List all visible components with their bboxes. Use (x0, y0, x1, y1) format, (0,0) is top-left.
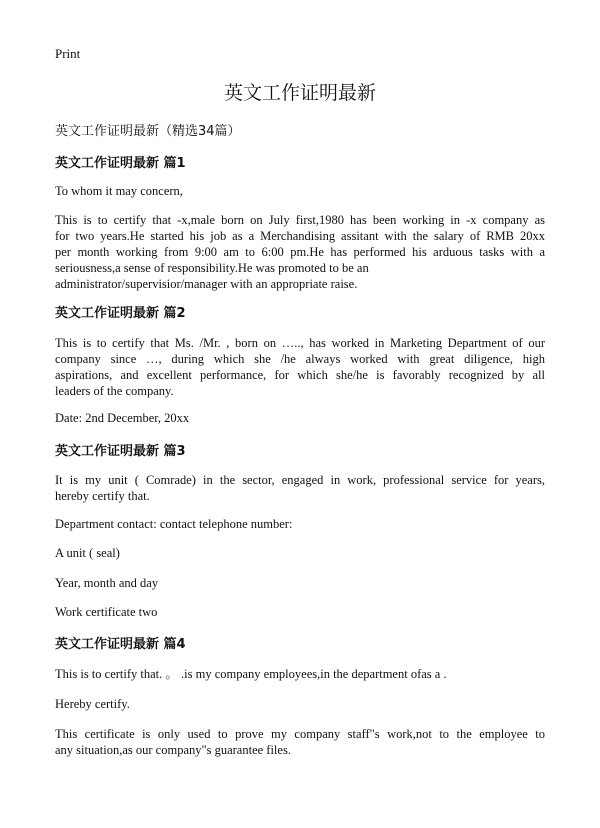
paragraph-line: company since …, during which she /he always worked with great diligence, high (55, 352, 545, 366)
paragraph-line: This certificate is only used to prove my company staff"s work,not to the employee to (55, 727, 545, 741)
paragraph-line: hereby certify that. (55, 489, 150, 503)
section-4-paragraph-1 (55, 666, 545, 682)
paragraph-line: Department contact: contact telephone number: (55, 517, 293, 531)
paragraph-line: leaders of the company. (55, 384, 174, 398)
section-heading-1: 英文工作证明最新 篇1 (55, 156, 186, 171)
section-2-paragraph-1 (55, 335, 545, 399)
paragraph-line: This is to certify that -x,male born on July first,1980 has been working in -x company as (55, 213, 545, 227)
section-4-paragraph-3 (55, 726, 545, 758)
paragraph-line: This is to certify that Ms. /Mr. , born on ….., has worked in Marketing Department of our (55, 336, 545, 350)
paragraph-line: for two years.He started his job as a Merchandising assitant with the salary of RMB 20xx (55, 229, 545, 243)
page-subtitle: 英文工作证明最新（精选34篇） (55, 124, 241, 139)
page-title: 英文工作证明最新 (223, 82, 376, 104)
section-heading-3: 英文工作证明最新 篇3 (55, 444, 186, 459)
paragraph-line: To whom it may concern, (55, 184, 183, 198)
paragraph-line: aspirations, and excellent performance, for which she/he is favorably recognized by all (55, 368, 545, 382)
section-heading-2: 英文工作证明最新 篇2 (55, 306, 186, 321)
paragraph-line: A unit ( seal) (55, 546, 120, 560)
section-1-paragraph-2 (55, 212, 545, 292)
paragraph-line: any situation,as our company"s guarantee files. (55, 743, 291, 757)
paragraph-line: per month working from 9:00 am to 6:00 pm.He has performed his arduous tasks with a (55, 245, 545, 259)
paragraph-line: seriousness,a sense of responsibility.He was promoted to be an (55, 261, 369, 275)
section-heading-4: 英文工作证明最新 篇4 (55, 637, 186, 652)
paragraph-line: It is my unit ( Comrade) in the sector, engaged in work, professional service for years, (55, 473, 545, 487)
section-3-paragraph-2 (55, 516, 545, 532)
paragraph-line: This is to certify that. 。 .is my company employees,in the department ofas a . (55, 667, 447, 681)
print-link[interactable]: Print (55, 46, 81, 61)
paragraph-line: Work certificate two (55, 605, 158, 619)
section-2-paragraph-2 (55, 410, 545, 426)
paragraph-line: Date: 2nd December, 20xx (55, 411, 190, 425)
section-3-paragraph-1 (55, 472, 545, 504)
section-3-paragraph-5 (55, 604, 545, 620)
paragraph-line: Year, month and day (55, 576, 159, 590)
section-3-paragraph-3 (55, 545, 545, 561)
section-4-paragraph-2 (55, 696, 545, 712)
section-3-paragraph-4 (55, 575, 545, 591)
paragraph-line: Hereby certify. (55, 697, 130, 711)
paragraph-line: administrator/supervisior/manager with an appropriate raise. (55, 277, 358, 291)
section-1-paragraph-1 (55, 183, 545, 199)
